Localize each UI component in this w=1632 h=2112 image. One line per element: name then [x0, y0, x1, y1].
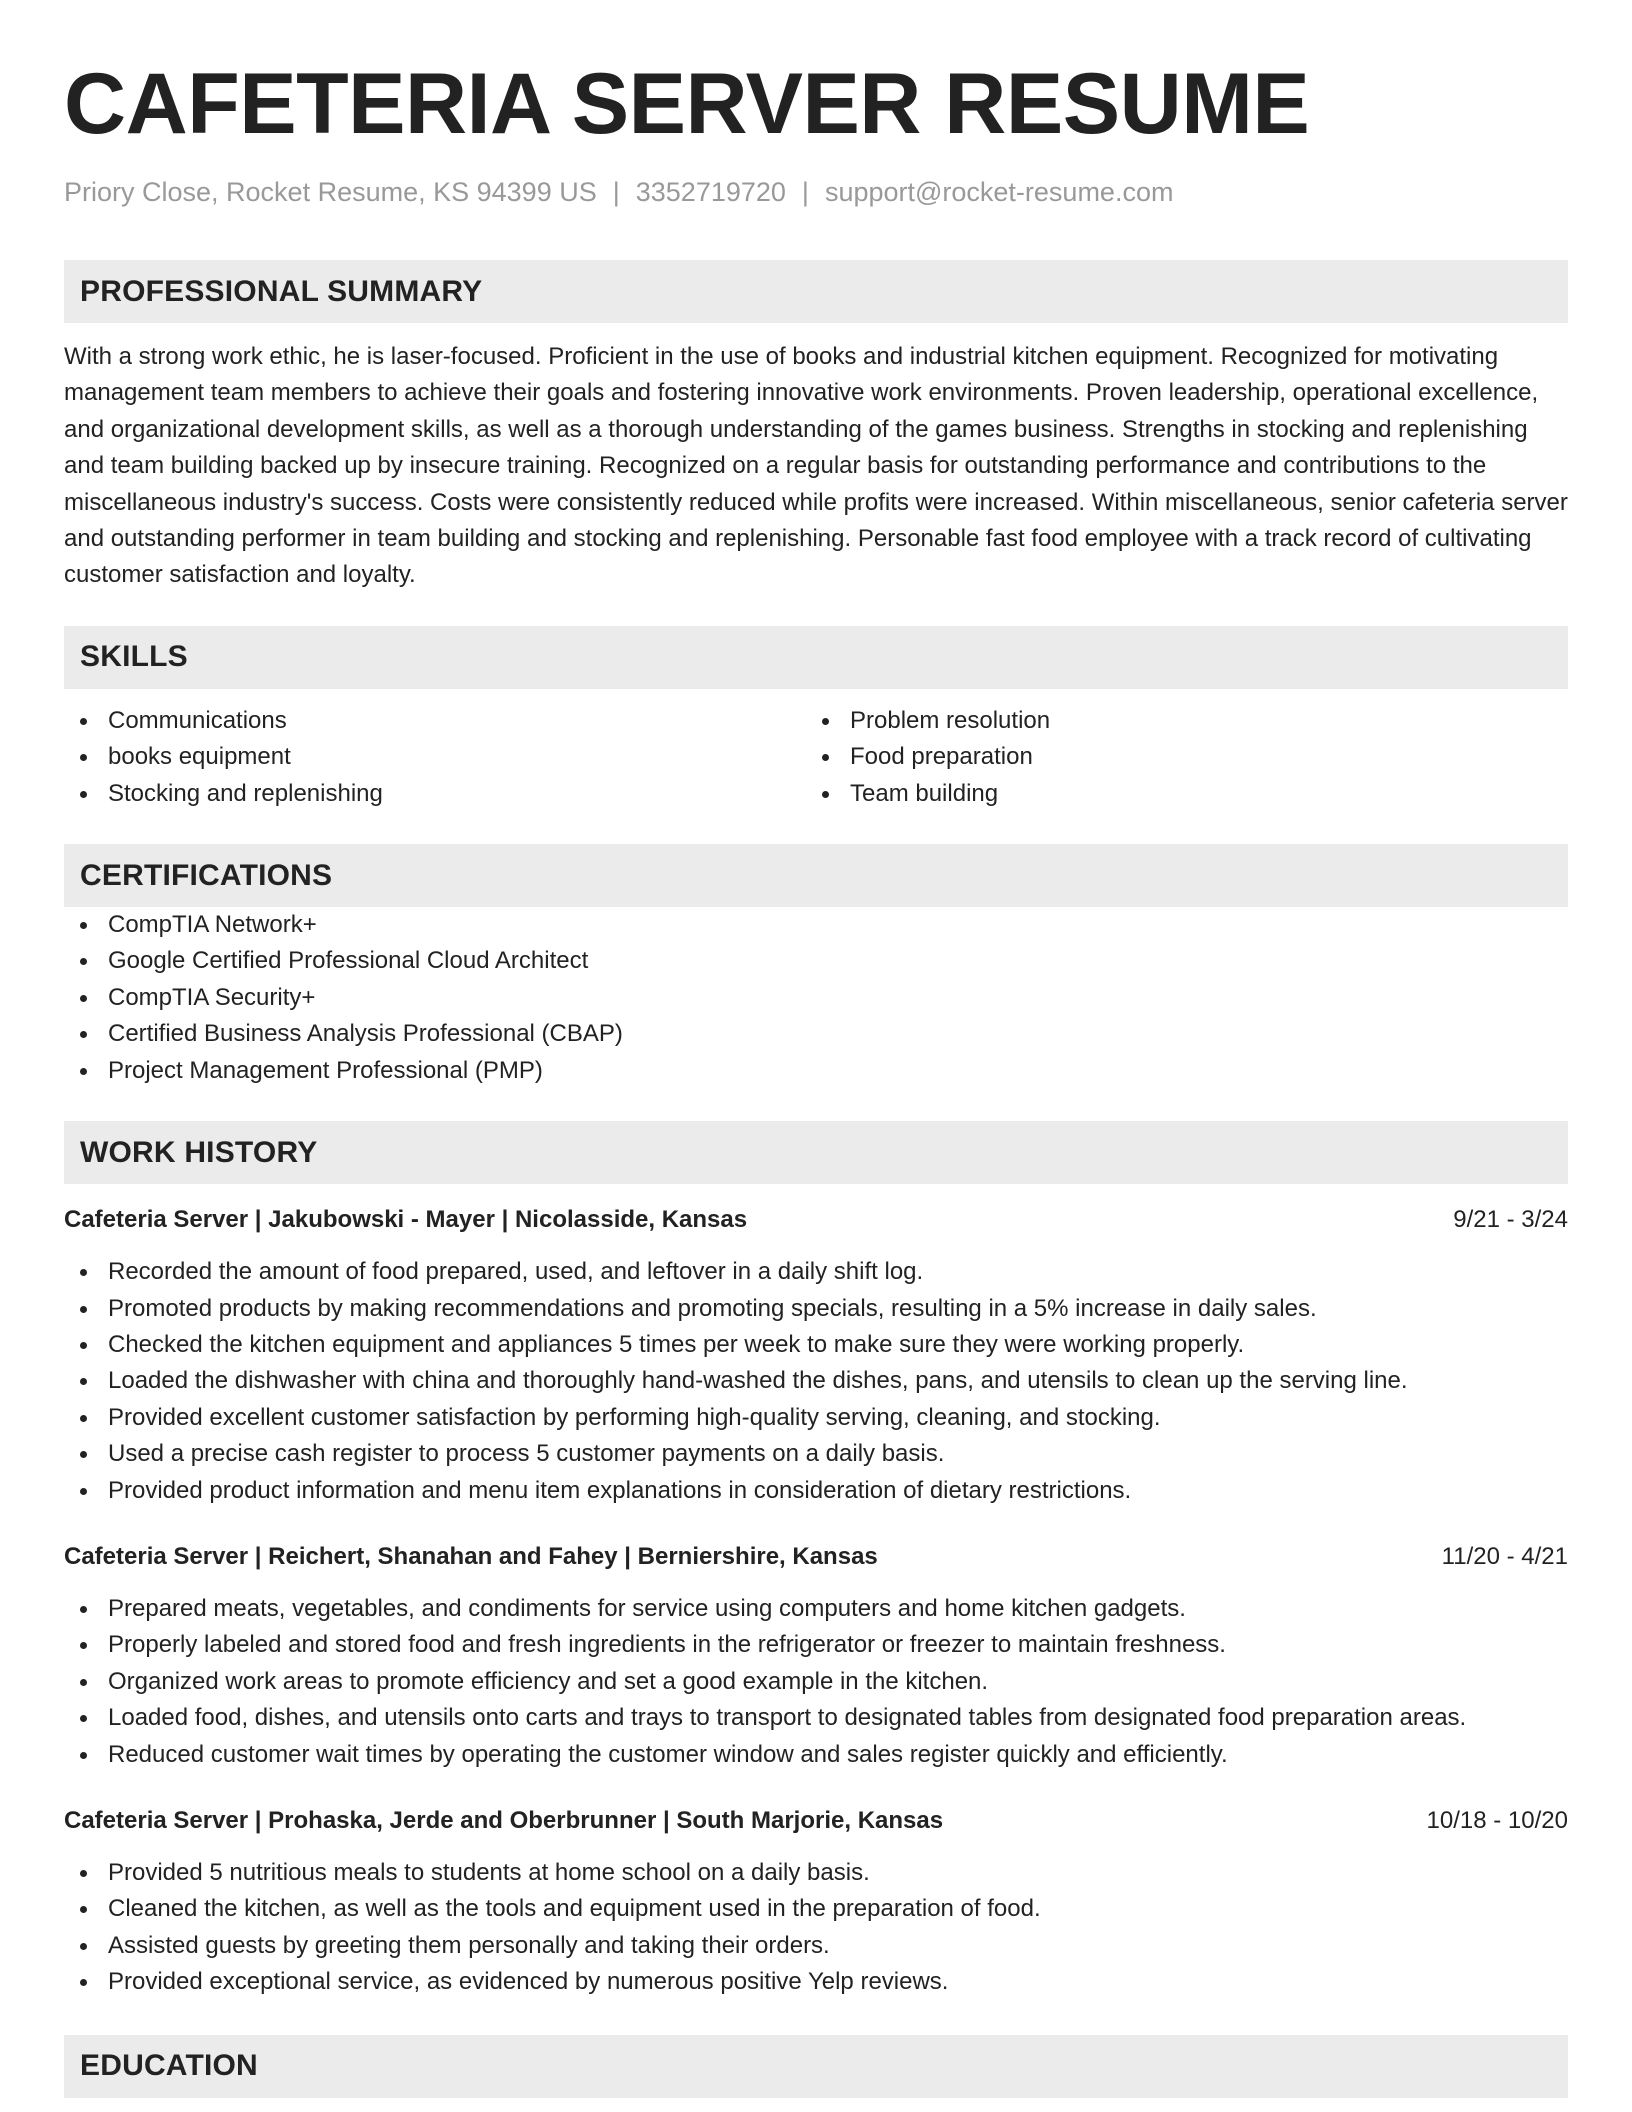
- job-duty-item: [64, 1627, 1568, 1663]
- skill-label: Stocking and replenishing: [108, 779, 383, 807]
- job-duties-list: [64, 1591, 1568, 1773]
- job-duties-list: [64, 1855, 1568, 2001]
- skill-item: [64, 776, 806, 812]
- skill-label: books equipment: [108, 743, 291, 771]
- bullet-icon: [80, 718, 87, 725]
- job-duty-item: [64, 1327, 1568, 1363]
- job-dates: 11/20 - 4/21: [1441, 1542, 1568, 1570]
- certification-item: [64, 943, 1568, 979]
- job-entry: [64, 1803, 1568, 2001]
- certifications-section-header: [64, 844, 1568, 907]
- skill-label: Communications: [108, 706, 287, 734]
- job-entry: [64, 1202, 1568, 1509]
- job-dates: 9/21 - 3/24: [1453, 1206, 1568, 1234]
- contact-line: [64, 174, 1568, 210]
- bullet-icon: [80, 1943, 87, 1950]
- job-duty-text: Promoted products by making recommendations and promoting specials, resulting in a 5% increase in daily sales.: [108, 1294, 1317, 1322]
- job-duty-text: Recorded the amount of food prepared, used, and leftover in a daily shift log.: [108, 1258, 924, 1286]
- job-duty-item: [64, 1664, 1568, 1700]
- bullet-icon: [80, 754, 87, 761]
- contact-email: support@rocket-resume.com: [824, 177, 1174, 207]
- skill-label: Food preparation: [850, 743, 1033, 771]
- certification-label: Project Management Professional (PMP): [108, 1056, 543, 1084]
- certification-label: CompTIA Security+: [108, 983, 316, 1011]
- job-duties-list: [64, 1254, 1568, 1509]
- bullet-icon: [822, 791, 829, 798]
- bullet-icon: [80, 1679, 87, 1686]
- bullet-icon: [80, 1306, 87, 1313]
- bullet-icon: [80, 1269, 87, 1276]
- job-duty-item: [64, 1291, 1568, 1327]
- certifications-heading: CERTIFICATIONS: [80, 858, 333, 892]
- bullet-icon: [80, 1752, 87, 1759]
- job-duty-item: [64, 1737, 1568, 1773]
- job-duty-item: [64, 1363, 1568, 1399]
- job-duty-item: [64, 1700, 1568, 1736]
- contact-separator: |: [801, 177, 809, 207]
- job-duty-text: Used a precise cash register to process 5 customer payments on a daily basis.: [108, 1440, 945, 1468]
- skill-label: Team building: [850, 779, 999, 807]
- work-history-heading: WORK HISTORY: [80, 1135, 318, 1169]
- job-duty-item: [64, 1400, 1568, 1436]
- bullet-icon: [80, 1906, 87, 1913]
- bullet-icon: [80, 1031, 87, 1038]
- job-header: [64, 1539, 1568, 1575]
- job-duty-item: [64, 1891, 1568, 1927]
- job-duty-text: Provided product information and menu item explanations in consideration of dietary restrictions.: [108, 1476, 1132, 1504]
- bullet-icon: [80, 1068, 87, 1075]
- bullet-icon: [80, 1378, 87, 1385]
- bullet-icon: [80, 1488, 87, 1495]
- job-header: [64, 1803, 1568, 1839]
- certification-item: [64, 980, 1568, 1016]
- skills-column-right: [806, 703, 1548, 812]
- job-dates: 10/18 - 10/20: [1426, 1806, 1568, 1834]
- job-duty-text: Checked the kitchen equipment and appliances 5 times per week to make sure they were working properly.: [108, 1330, 1245, 1358]
- bullet-icon: [80, 995, 87, 1002]
- summary-text: With a strong work ethic, he is laser-focused. Proficient in the use of books and industrial kitchen equipment. Recognized for motivating management team members to achieve their goals and fostering innovative work environments. Proven leadership, operational excellence, and organizational development skills, as well as a thorough understanding of the games business. Strengths in stocking and replenishing and team building backed up by insecure training. Recognized on a regular basis for outstanding performance and contributions to the miscellaneous industry's success. Costs were consistently reduced while profits were increased. Within miscellaneous, senior cafeteria server and outstanding performer in team building and stocking and replenishing. Personable fast food employee with a track record of cultivating customer satisfaction and loyalty.: [64, 343, 1568, 589]
- certification-label: Certified Business Analysis Professional (CBAP): [108, 1020, 623, 1048]
- job-header: [64, 1202, 1568, 1238]
- job-duty-text: Organized work areas to promote efficiency and set a good example in the kitchen.: [108, 1667, 989, 1695]
- job-duty-text: Provided excellent customer satisfaction by performing high-quality serving, cleaning, and stocking.: [108, 1403, 1161, 1431]
- skill-label: Problem resolution: [850, 706, 1051, 734]
- job-title: Cafeteria Server | Prohaska, Jerde and Oberbrunner | South Marjorie, Kansas: [64, 1806, 944, 1834]
- bullet-icon: [80, 1870, 87, 1877]
- bullet-icon: [822, 718, 829, 725]
- bullet-icon: [80, 958, 87, 965]
- job-entry: [64, 1539, 1568, 1773]
- summary-section-header: [64, 260, 1568, 323]
- job-duty-item: [64, 1928, 1568, 1964]
- job-duty-text: Prepared meats, vegetables, and condiments for service using computers and home kitchen gadgets.: [108, 1594, 1186, 1622]
- work-history-section-header: [64, 1121, 1568, 1184]
- contact-phone: 3352719720: [635, 177, 786, 207]
- job-duty-text: Loaded food, dishes, and utensils onto carts and trays to transport to designated tables from designated food preparation areas.: [108, 1704, 1467, 1732]
- bullet-icon: [80, 1606, 87, 1613]
- job-title: Cafeteria Server | Jakubowski - Mayer | Nicolasside, Kansas: [64, 1206, 748, 1234]
- bullet-icon: [80, 1715, 87, 1722]
- skill-item: [806, 739, 1548, 775]
- skill-item: [806, 703, 1548, 739]
- bullet-icon: [80, 791, 87, 798]
- skill-item: [806, 776, 1548, 812]
- job-duty-item: [64, 1254, 1568, 1290]
- contact-address: Priory Close, Rocket Resume, KS 94399 US: [64, 177, 597, 207]
- skill-item: [64, 703, 806, 739]
- skills-column-left: [64, 703, 806, 812]
- certification-item: [64, 1053, 1568, 1089]
- skills-section-header: [64, 626, 1568, 689]
- job-duty-text: Cleaned the kitchen, as well as the tools and equipment used in the preparation of food.: [108, 1895, 1041, 1923]
- certification-item: [64, 1016, 1568, 1052]
- job-duty-text: Loaded the dishwasher with china and thoroughly hand-washed the dishes, pans, and utensils to clean up the serving line.: [108, 1367, 1408, 1395]
- job-title: Cafeteria Server | Reichert, Shanahan and Fahey | Berniershire, Kansas: [64, 1542, 878, 1570]
- bullet-icon: [80, 1451, 87, 1458]
- bullet-icon: [80, 1415, 87, 1422]
- certification-label: Google Certified Professional Cloud Architect: [108, 947, 589, 975]
- certifications-list: [64, 907, 1568, 1089]
- job-duty-item: [64, 1436, 1568, 1472]
- job-duty-text: Assisted guests by greeting them personally and taking their orders.: [108, 1931, 830, 1959]
- job-duty-item: [64, 1855, 1568, 1891]
- bullet-icon: [80, 1642, 87, 1649]
- certification-item: [64, 907, 1568, 943]
- contact-separator: |: [612, 177, 620, 207]
- job-duty-item: [64, 1591, 1568, 1627]
- bullet-icon: [80, 1342, 87, 1349]
- bullet-icon: [80, 922, 87, 929]
- bullet-icon: [80, 1979, 87, 1986]
- summary-heading: PROFESSIONAL SUMMARY: [80, 274, 483, 308]
- education-heading: EDUCATION: [80, 2049, 258, 2083]
- bullet-icon: [822, 754, 829, 761]
- job-duty-item: [64, 1964, 1568, 2000]
- skill-item: [64, 739, 806, 775]
- skills-heading: SKILLS: [80, 640, 188, 674]
- education-section-header: [64, 2035, 1568, 2098]
- job-duty-text: Provided exceptional service, as evidenced by numerous positive Yelp reviews.: [108, 1968, 949, 1996]
- job-duty-item: [64, 1473, 1568, 1509]
- resume-title: CAFETERIA SERVER RESUME: [64, 56, 1310, 152]
- job-duty-text: Provided 5 nutritious meals to students at home school on a daily basis.: [108, 1858, 870, 1886]
- certification-label: CompTIA Network+: [108, 911, 317, 939]
- job-duty-text: Properly labeled and stored food and fresh ingredients in the refrigerator or freezer to maintain freshness.: [108, 1631, 1226, 1659]
- job-duty-text: Reduced customer wait times by operating the customer window and sales register quickly and efficiently.: [108, 1740, 1228, 1768]
- skills-list: [64, 703, 1568, 812]
